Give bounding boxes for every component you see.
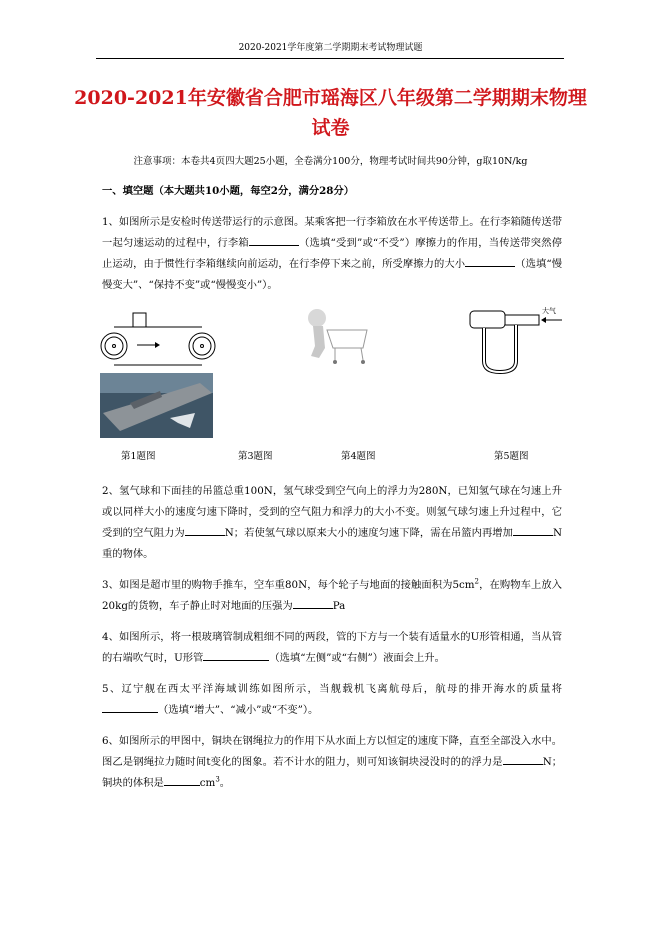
section-heading: 一、填空题（本大题共10小题，每空2分，满分28分） <box>102 185 355 197</box>
q5-text-2: （选填“增大”、“减小”或“不变”）。 <box>158 704 319 716</box>
q5-blank[interactable] <box>102 701 158 713</box>
q6-unit: cm <box>199 777 216 789</box>
q3-text: 3、如图是超市里的购物手推车，空车重80N，每个轮子与地面的接触面积为5cm <box>102 579 475 591</box>
q4-text: 4、如图所示，将一根玻璃管制成粗细不同的两段，管的下方与一个装有适量水的U形管相通，当从管的右端吹气时，U形管 <box>102 631 562 664</box>
q3-unit: Pa <box>332 600 346 612</box>
running-header: 2020-2021学年度第二学期期末考试物理试题 <box>238 43 423 53</box>
q2-text-3: N重的物体。 <box>102 527 563 560</box>
q6-text: 6、如图所示的甲图中，铜块在钢绳拉力的作用下从水面上方以恒定的速度下降，直至全部没入水中。图乙是钢绳拉力随时间t变化的图象。若不计水的阻力，则可知该铜块浸没时的的浮力是 <box>102 735 562 768</box>
q6-superscript: 3 <box>215 775 220 784</box>
q2-text-2: N；若使氢气球以原来大小的速度匀速下降，需在吊篮内再增加 <box>224 527 513 539</box>
header-rule <box>96 58 564 59</box>
u-tube-figure <box>468 306 564 376</box>
question-5 <box>102 679 562 721</box>
q6-blank-2[interactable] <box>164 774 200 786</box>
q6-end: 。 <box>219 777 231 789</box>
q2-blank-1[interactable] <box>185 524 225 536</box>
exam-notice: 注意事项：本卷共4页四大题25小题，全卷满分100分，物理考试时间共90分钟，g取10N/kg <box>133 156 528 167</box>
question-3 <box>102 575 562 617</box>
q3-text-2: ，在购物车上放入20kg的货物，车子静止时对地面的压强为 <box>102 579 562 612</box>
q4-text-2: （选填“左侧”或“右侧”）液面会上升。 <box>269 652 445 664</box>
q3-superscript: 2 <box>474 577 479 586</box>
q1-text: 1、如图所示是安检时传送带运行的示意图。某乘客把一行李箱放在水平传送带上。在行李箱随传送带一起匀速运动的过程中，行李箱 <box>102 216 562 249</box>
q1-blank-2[interactable] <box>465 255 515 267</box>
q6-text-2: N；铜块的体积是 <box>102 756 562 789</box>
air-label: 大气 <box>542 307 556 315</box>
q1-text-3: （选填“慢慢变大”、“保持不变”或“慢慢变小”）。 <box>102 258 563 291</box>
q3-blank[interactable] <box>293 597 333 609</box>
question-2 <box>102 481 562 565</box>
title-line-1: 2020-2021年安徽省合肥市瑶海区八年级第二学期期末物理 <box>74 87 587 109</box>
q6-blank-1[interactable] <box>503 753 543 765</box>
caption-fig-1: 第1题图 <box>121 451 156 462</box>
document-title <box>70 83 591 143</box>
q2-text: 2、氢气球和下面挂的吊篮总重100N，氢气球受到空气向上的浮力为280N，已知氢气球在匀速上升或以同样大小的速度匀速下降时，受到的空气阻力和浮力的大小不变。则氢气球匀速上升过程中，它受到的空气阻力为 <box>102 485 562 539</box>
caption-fig-5: 第5题图 <box>494 451 529 462</box>
aircraft-carrier-photo <box>100 373 213 438</box>
caption-fig-3: 第3题图 <box>238 451 273 462</box>
q1-blank-1[interactable] <box>249 234 299 246</box>
conveyor-belt-figure <box>100 308 216 368</box>
shopping-cart-figure <box>305 308 375 368</box>
caption-fig-4: 第4题图 <box>341 451 376 462</box>
q1-text-2: （选填“受到”或“不受”）摩擦力的作用，当传送带突然停止运动，由于惯性行李箱继续向前运动，在行李停下来之前，所受摩擦力的大小 <box>102 237 562 270</box>
question-4 <box>102 627 562 669</box>
q5-text: 5、辽宁舰在西太平洋海域训练如图所示，当舰载机飞离航母后，航母的排开海水的质量将 <box>102 683 562 695</box>
question-6 <box>102 731 562 794</box>
title-line-2: 试卷 <box>311 117 350 139</box>
figure-row <box>0 306 661 471</box>
q4-blank[interactable] <box>203 649 269 661</box>
q2-blank-2[interactable] <box>513 524 553 536</box>
question-1 <box>102 212 562 296</box>
